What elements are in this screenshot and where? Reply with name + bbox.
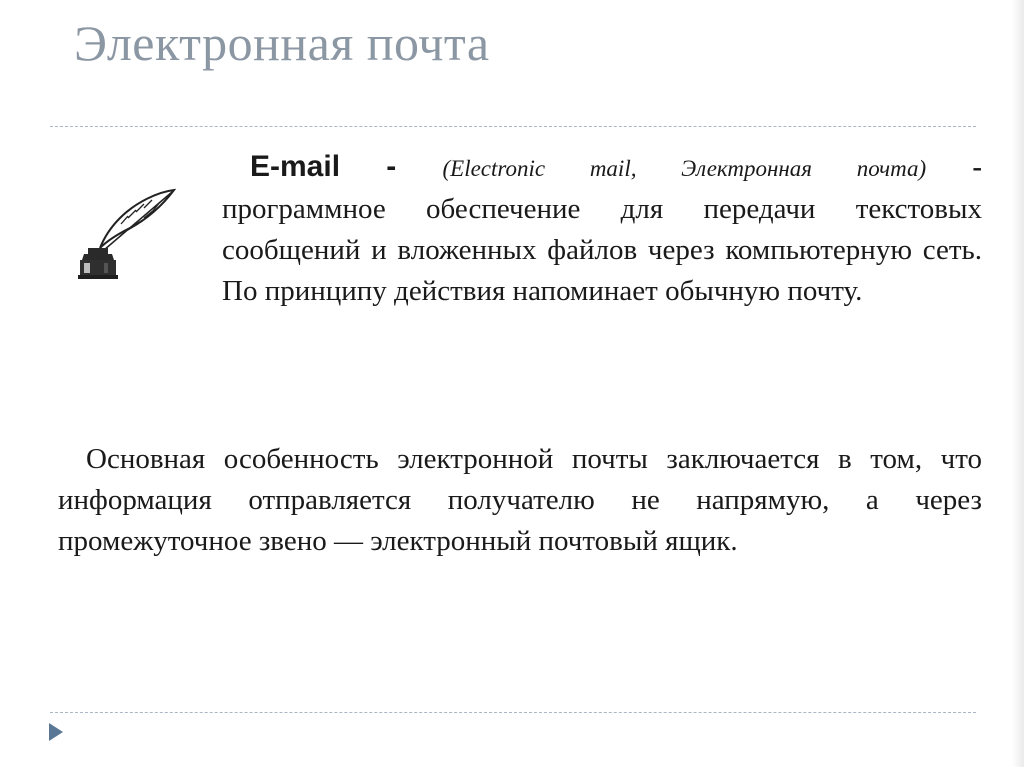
definition-separator-end: -	[972, 151, 983, 183]
definition-term: E-mail	[250, 150, 341, 183]
title-divider	[50, 126, 976, 127]
definition-block	[222, 146, 982, 312]
definition-expansion: (Electronic mail, Электронная почта)	[442, 156, 927, 181]
definition-body: программное обеспечение для передачи текстовых сообщений и вложенных файлов через компьютерную сеть. По принципу действия напоминает обычную почту.	[222, 193, 982, 307]
main-paragraph: Основная особенность электронной почты заключается в том, что информация отправляется получателю не напрямую, а через промежуточное звено — электронный почтовый ящик.	[58, 443, 982, 557]
footer-divider	[50, 712, 976, 713]
slide-title: Электронная почта	[74, 15, 490, 71]
triangle-right-icon[interactable]	[48, 722, 64, 742]
slide-edge-shadow	[1012, 0, 1024, 767]
quill-inkwell-icon	[74, 188, 178, 280]
definition-heading	[222, 146, 982, 189]
definition-separator: -	[386, 150, 397, 183]
